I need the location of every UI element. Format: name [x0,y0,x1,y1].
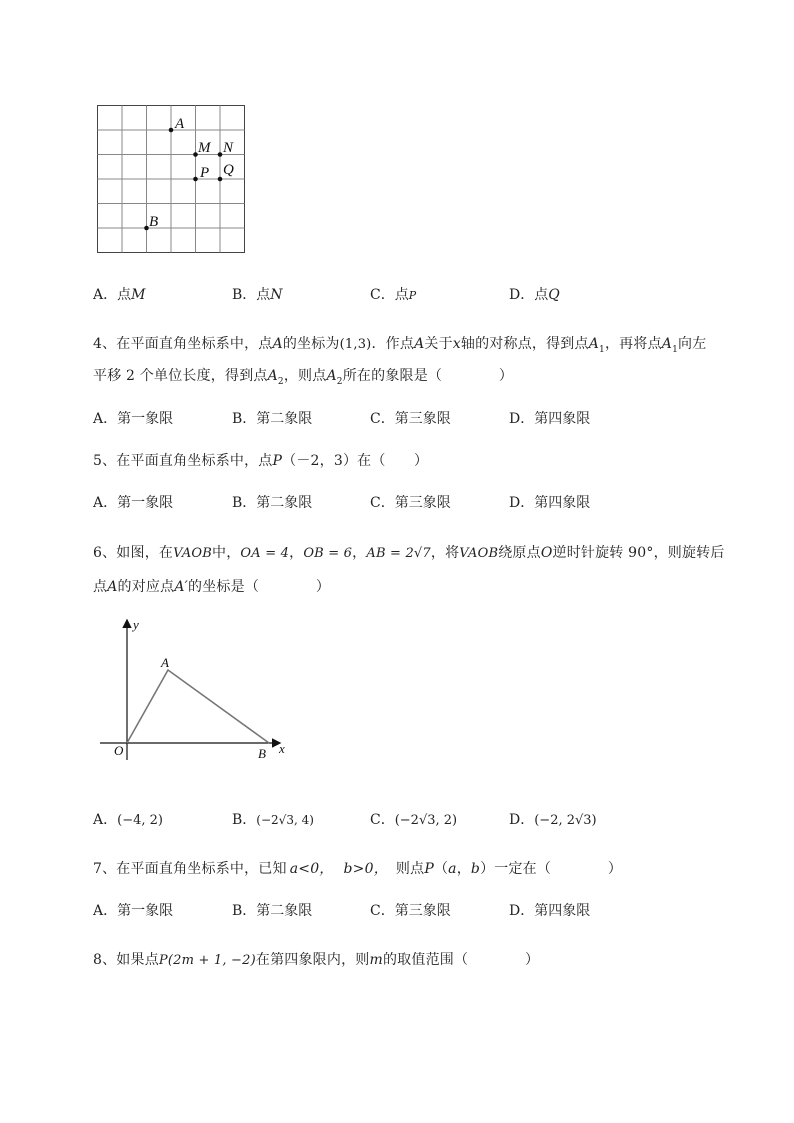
q7-text: 7、在平面直角坐标系中，已知 a<0， b>0， 则点P（a，b）一定在（ ） [93,861,623,877]
grid-figure [90,100,260,260]
q8-text: 8、如果点P(2m + 1, −2)在第四象限内，则m的取值范围（ ） [93,952,540,968]
point-P [193,177,198,182]
label-Q: Q [223,162,234,178]
q5-option-b[interactable]: B．第二象限 [232,495,313,511]
triangle-figure [95,615,300,765]
label-A: A [161,655,169,670]
q6-option-a[interactable]: A．(−4, 2) [93,812,163,828]
q6-line-1: 6、如图，在VAOB中，OA = 4，OB = 6，AB = 2√7，将VAOB绕原点O逆时针旋转 90°，则旋转后 [93,545,725,561]
q3-option-a[interactable]: A．点M [93,287,146,303]
label-O: O [114,743,124,758]
q6-option-d[interactable]: D．(−2, 2√3) [509,812,597,828]
q7-option-a[interactable]: A．第一象限 [93,903,174,919]
q4-line-1: 4、在平面直角坐标系中，点A的坐标为(1,3)．作点A关于x轴的对称点，得到点$A_1$，再将点$A_1$向左 [93,336,707,355]
q6-line-2: 点A的对应点A′的坐标是（ ） [93,579,331,595]
q6-option-b[interactable]: B．(−2√3, 4) [232,812,314,828]
q3-option-b[interactable]: B．点N [232,287,283,303]
q6-option-c[interactable]: C．(−2√3, 2) [370,812,458,828]
point-Q [218,177,223,182]
q4-option-a[interactable]: A．第一象限 [93,411,174,427]
q4-line-2: 平移 2 个单位长度，得到点$A_2$，则点$A_2$所在的象限是（ ） [93,368,514,387]
q4-option-d[interactable]: D．第四象限 [509,411,591,427]
label-B: B [149,214,159,230]
q5-text: 5、在平面直角坐标系中，点P（－2，3）在（ ） [93,453,429,469]
label-M: M [198,140,211,156]
label-B: B [258,746,266,761]
q3-option-c[interactable]: C．点P [370,287,417,303]
q7-option-c[interactable]: C．第三象限 [370,903,451,919]
q3-option-d[interactable]: D．点Q [509,287,560,303]
label-x: x [279,741,285,756]
point-A [169,128,174,133]
point-N [218,152,223,157]
grid-lines [98,106,245,253]
label-N: N [223,140,234,156]
q4-option-b[interactable]: B．第二象限 [232,411,313,427]
q7-option-d[interactable]: D．第四象限 [509,903,591,919]
label-A: A [175,116,185,132]
q5-option-a[interactable]: A．第一象限 [93,495,174,511]
triangle-AOB [127,670,269,743]
q7-option-b[interactable]: B．第二象限 [232,903,313,919]
q4-option-c[interactable]: C．第三象限 [370,411,451,427]
q5-option-d[interactable]: D．第四象限 [509,495,591,511]
q5-option-c[interactable]: C．第三象限 [370,495,451,511]
label-P: P [200,165,210,181]
label-y: y [133,617,139,632]
